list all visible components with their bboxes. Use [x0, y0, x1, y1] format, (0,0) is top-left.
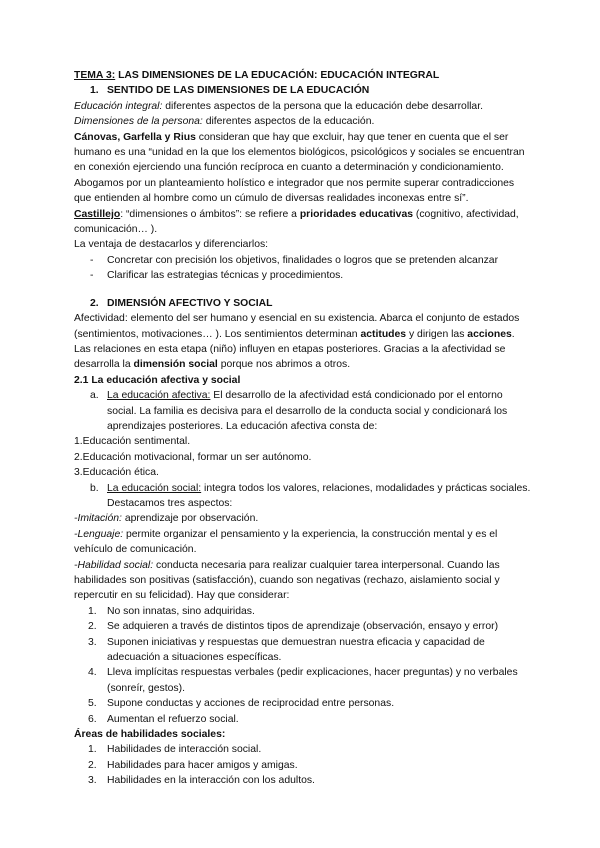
list-item: [74, 773, 534, 788]
list-number: 3.: [88, 775, 97, 787]
term-habilidad-social: -Habilidad social:: [74, 559, 154, 571]
section-2-number: 2.: [90, 297, 99, 309]
list-item: [74, 696, 534, 711]
paragraph-castillejo: [74, 207, 534, 238]
areas-heading: Áreas de habilidades sociales:: [74, 729, 226, 741]
item-educacion-afectiva: [74, 388, 534, 434]
bullet-marker: -: [90, 254, 94, 266]
item-b-text: [107, 481, 534, 512]
title-text: LAS DIMENSIONES DE LA EDUCACIÓN: EDUCACIÓN INTEGRAL: [115, 70, 440, 81]
bullet-item: [74, 268, 534, 283]
list-text: Habilidades de interacción social.: [107, 744, 262, 756]
educacion-social-text: integra todos los valores, relaciones, modalidades y prácticas sociales. Destacamos tres aspectos:: [107, 482, 531, 509]
item-educacion-social: [74, 481, 534, 512]
list-text: Habilidades para hacer amigos y amigas.: [107, 759, 298, 771]
prioridades-educativas: prioridades educativas: [299, 208, 413, 220]
list-text: Supone conductas y acciones de reciprocidad entre personas.: [107, 698, 395, 710]
list-number: 2.: [88, 621, 97, 633]
list-item: [74, 742, 534, 757]
afectividad-text-3: . Las relaciones en esta etapa (niño) influyen en etapas posteriores. Gracias a la afectividad se desarrolla la: [74, 328, 515, 371]
afectiva-item-1: 1.Educación sentimental.: [74, 436, 191, 448]
list-text: Suponen iniciativas y respuestas que demuestran nuestra eficacia y capacidad de adecuación a situaciones específicas.: [107, 636, 485, 664]
list-item: [74, 665, 534, 696]
habilidad-social-text: conducta necesaria para realizar cualquier tarea interpersonal. Cuando las habilidades son positivas (satisfacción), cuando son negativas (rechazo, aislamiento social y repercutir en su felicidad). Hay que considerar:: [74, 559, 500, 602]
bullet-text: Clarificar las estrategias técnicas y procedimientos.: [107, 270, 344, 282]
list-text: Habilidades en la interacción con los adultos.: [107, 775, 315, 787]
list-item: [74, 712, 534, 727]
list-number: 1.: [88, 605, 97, 617]
afectividad-text-4: porque nos abrimos a otros.: [217, 359, 351, 371]
section-2-heading: [90, 296, 534, 311]
section-1-title: SENTIDO DE LAS DIMENSIONES DE LA EDUCACIÓN: [107, 85, 370, 97]
imitacion-text: aprendizaje por observación.: [121, 513, 259, 525]
educacion-afectiva-text: El desarrollo de la afectividad está condicionado por el entorno social. La familia es decisiva para el desarrollo de la conducta social y condicionará los aprendizajes posteriores. La educación afectiva consta de:: [107, 390, 508, 432]
list-number: 2.: [88, 759, 97, 771]
paragraph-afectividad: [74, 311, 534, 373]
item-b-marker: b.: [90, 482, 99, 494]
paragraph-canovas: [74, 130, 534, 207]
list-item: [74, 635, 534, 666]
term-educacion-social: La educación social:: [107, 482, 202, 494]
list-number: 4.: [88, 667, 97, 679]
bullet-item: [74, 253, 534, 268]
list-item: [74, 604, 534, 619]
list-number: 5.: [88, 698, 97, 710]
document-page: [74, 68, 534, 789]
paragraph-canovas-text: consideran que hay que excluir, hay que tener en cuenta que el ser humano es una “unidad en la que los elementos biológicos, psicológicos y sociales se encuentran en conexión ejerciendo una función recíproca en cuanto a determinación y condicionamiento. Abogamos por un planteamiento holístico e integrador que nos permite superar contradicciones que entienden al hombre como un cúmulo de diversas realidades inconexas entre sí”.: [74, 131, 525, 205]
definition-dimensiones-text: diferentes aspectos de la educación.: [202, 116, 375, 128]
list-text: Se adquieren a través de distintos tipos de aprendizaje (observación, ensayo y error): [107, 621, 499, 633]
aspect-habilidad-social: [74, 558, 534, 604]
aspect-lenguaje: [74, 527, 534, 558]
item-a-marker: a.: [90, 390, 99, 402]
term-lenguaje: -Lenguaje:: [74, 528, 124, 540]
definition-integral-text: diferentes aspectos de la persona que la educación debe desarrollar.: [162, 100, 483, 112]
list-number: 1.: [88, 744, 97, 756]
document-title: [74, 68, 534, 83]
term-dimension-social: dimensión social: [133, 359, 218, 371]
afectiva-item-2: 2.Educación motivacional, formar un ser autónomo.: [74, 451, 312, 463]
definition-integral: [74, 99, 534, 114]
aspect-imitacion: [74, 511, 534, 526]
item-a-text: [107, 388, 534, 434]
author-castillejo: Castillejo: [74, 208, 121, 220]
castillejo-text-1: : “dimensiones o ámbitos”: se refiere a: [120, 208, 300, 220]
subsection-2-1-heading: 2.1 La educación afectiva y social: [74, 374, 241, 386]
list-text: Aumentan el refuerzo social.: [107, 713, 239, 725]
term-acciones: acciones: [467, 328, 512, 340]
bullet-text: Concretar con precisión los objetivos, finalidades o logros que se pretenden alcanzar: [107, 254, 499, 266]
title-topic: TEMA 3:: [74, 70, 116, 81]
term-educacion-integral: Educación integral:: [74, 100, 163, 112]
lenguaje-text: permite organizar el pensamiento y la experiencia, la construcción mental y es el vehículo de comunicación.: [74, 528, 498, 556]
section-2-title: DIMENSIÓN AFECTIVO Y SOCIAL: [107, 297, 273, 309]
afectividad-text-1: Afectividad: elemento del ser humano y esencial en su existencia. Abarca el conjunto de estados (sentimientos, motivaciones… ). Los sentimientos determinan: [74, 313, 520, 340]
section-1-number: 1.: [90, 85, 99, 97]
term-dimensiones: Dimensiones de la persona:: [74, 116, 203, 128]
section-1-heading: [90, 83, 534, 98]
term-educacion-afectiva: La educación afectiva:: [107, 390, 211, 402]
paragraph-ventaja: La ventaja de destacarlos y diferenciarlos:: [74, 239, 269, 251]
list-item: [74, 758, 534, 773]
castillejo-text-2: (cognitivo, afectividad, comunicación… ).: [74, 208, 519, 236]
list-text: Lleva implícitas respuestas verbales (pedir explicaciones, hacer preguntas) y no verbales (sonreír, gestos).: [107, 667, 518, 694]
list-text: No son innatas, sino adquiridas.: [107, 605, 255, 617]
term-imitacion: -Imitación:: [74, 513, 122, 525]
term-actitudes: actitudes: [360, 328, 407, 340]
definition-dimensiones: [74, 114, 534, 129]
bullet-marker: -: [90, 270, 94, 282]
authors-canovas: Cánovas, Garfella y Rius: [74, 131, 196, 143]
afectividad-text-2: y dirigen las: [406, 328, 468, 340]
list-item: [74, 619, 534, 634]
afectiva-item-3: 3.Educación ética.: [74, 467, 159, 479]
list-number: 3.: [88, 636, 97, 648]
list-number: 6.: [88, 713, 97, 725]
